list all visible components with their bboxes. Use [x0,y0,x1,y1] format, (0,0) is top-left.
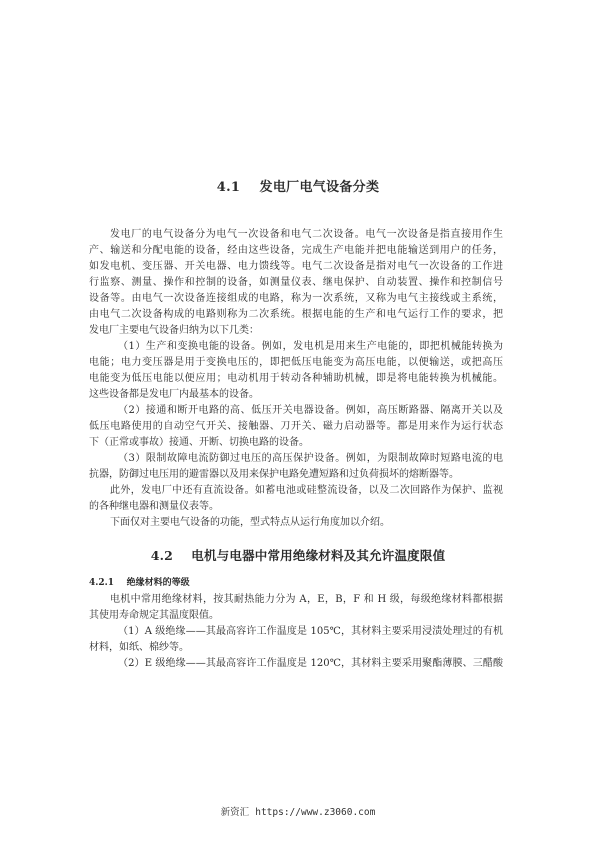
section-heading-4-1: 4.1 发电厂电气设备分类 [216,180,380,195]
text-line: 的各种继电器和测量仪表等。 [89,501,219,512]
text-line: 设备等。由电气一次设备连接组成的电路，称为一次系统，又称为电气主接线或主系统， [89,293,503,304]
text-line: 下（正常或事故）接通、开断、切换电路的设备。 [89,437,309,448]
text-line: 材料，如纸、棉纱等。 [89,642,189,653]
footer-url: https://www.z3060.com [255,807,376,818]
text-line: 电机中常用绝缘材料，按其耐热能力分为 A，E，B，F 和 H 级，每级绝缘材料都根据 [110,594,503,605]
text-line: 抗器，防御过电压用的避雷器以及用来保护电路免遭短路和过负荷损坏的熔断器等。 [89,469,459,480]
text-line: 低压电路使用的自动空气开关、接触器、刀开关、磁力启动器等。都是用来作为运行状态 [89,421,503,432]
text-line: （2）接通和断开电路的高、低压开关电器设备。例如，高压断路器、隔离开关以及 [118,405,503,416]
footer-site-name: 新资汇 [220,807,250,818]
text-line: 电能；电力变压器是用于变换电压的，即把低压电能变为高压电能，以便输送，或把高压 [89,357,503,368]
text-line: 发电厂的电气设备分为电气一次设备和电气二次设备。电气一次设备是指直接用作生 [110,229,503,240]
text-line: 其使用寿命规定其温度限值。 [89,610,219,621]
subsection-heading-4-2-1: 4.2.1 绝缘材料的等级 [89,578,190,588]
text-line: （1）A 级绝缘——其最高容许工作温度是 105℃，其材料主要采用浸渍处理过的有机 [118,626,503,637]
page-footer-watermark [0,804,596,818]
text-line: 此外，发电厂中还有直流设备。如蓄电池或硅整流设备，以及二次回路作为保护、监视 [110,485,503,496]
section-heading-4-2: 4.2 电机与电器中常用绝缘材料及其允许温度限值 [150,548,446,563]
text-line: 电能变为低压电能以便应用；电动机用于转动各种辅助机械，即是将电能转换为机械能。 [89,373,503,384]
text-line: （3）限制故障电流防御过电压的高压保护设备。例如，为限制故障时短路电流的电 [118,453,503,464]
text-line: 发电厂主要电气设备归纳为以下几类： [89,325,259,336]
text-line: 如发电机、变压器、开关电器、电力馈线等。电气二次设备是指对电气一次设备的工作进 [89,261,503,272]
text-line: （2）E 级绝缘——其最高容许工作温度是 120℃，其材料主要采用聚酯薄膜、三醋酸 [118,658,503,669]
text-line: 由电气二次设备构成的电路则称为二次系统。根据电能的生产和电气运行工作的要求，把 [89,309,503,320]
text-line: 下面仅对主要电气设备的功能，型式特点从运行角度加以介绍。 [110,517,390,528]
text-line: 这些设备都是发电厂内最基本的设备。 [89,389,259,400]
text-line: （1）生产和变换电能的设备。例如，发电机是用来生产电能的，即把机械能转换为 [118,341,503,352]
text-line: 产、输送和分配电能的设备，经由这些设备，完成生产电能并把电能输送到用户的任务， [89,245,503,256]
text-line: 行监察、测量、操作和控制的设备，如测量仪表、继电保护、自动装置、操作和控制信号 [89,277,503,288]
